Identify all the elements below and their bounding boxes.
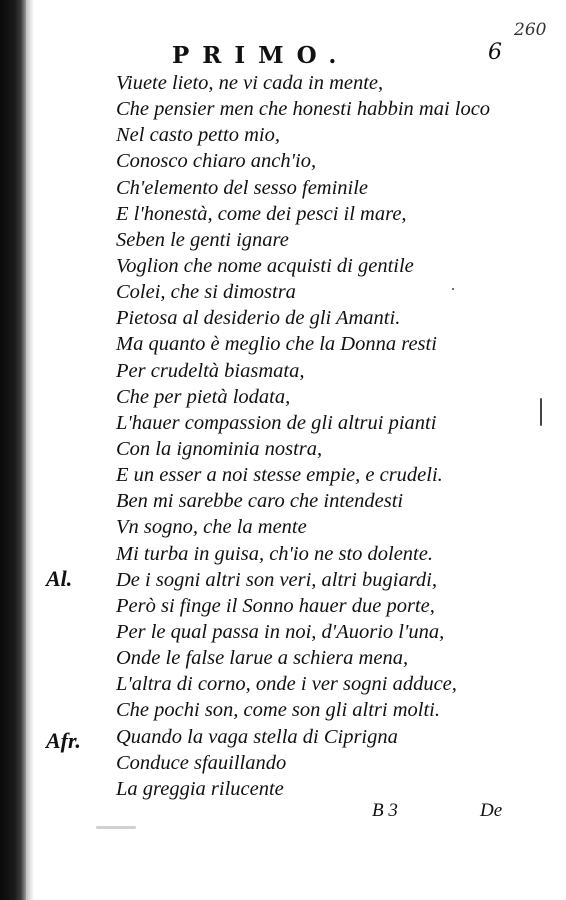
verse-line: Nel casto petto mio, bbox=[116, 124, 280, 147]
handwritten-folio-number: 260 bbox=[514, 20, 547, 40]
verse-line: Per crudeltà biasmata, bbox=[116, 359, 305, 382]
verse-line: L'hauer compassion de gli altrui pianti bbox=[116, 411, 437, 434]
page-number: 6 bbox=[488, 40, 502, 65]
verse-text bbox=[116, 70, 490, 802]
verse-line: Voglion che nome acquisti di gentile bbox=[116, 254, 414, 277]
verse-line: E l'honestà, come dei pesci il mare, bbox=[116, 202, 407, 225]
book-binding-edge bbox=[0, 0, 26, 900]
verse-line: Che pochi son, come son gli altri molti. bbox=[116, 699, 440, 722]
verse-line: Conduce sfauillando bbox=[116, 751, 287, 774]
book-page bbox=[34, 0, 566, 900]
verse-line: Mi turba in guisa, ch'io ne sto dolente. bbox=[116, 542, 433, 565]
catchword: De bbox=[480, 800, 503, 821]
verse-line: Onde le false larue a schiera mena, bbox=[116, 647, 409, 670]
verse-line: Quando la vaga stella di Ciprigna bbox=[116, 725, 398, 748]
verse-line: Viuete lieto, ne vi cada in mente, bbox=[116, 72, 384, 94]
verse-line: Ben mi sarebbe caro che intendesti bbox=[116, 490, 404, 513]
verse-line: De i sogni altri son veri, altri bugiardi, bbox=[116, 568, 437, 591]
verse-line: Che pensier men che honesti habbin mai loco bbox=[116, 98, 491, 121]
verse-line: Seben le genti ignare bbox=[116, 228, 289, 251]
verse-line: Ch'elemento del sesso feminile bbox=[116, 176, 369, 199]
verse-line: Colei, che si dimostra bbox=[116, 281, 296, 304]
gutter-shadow bbox=[26, 0, 34, 900]
verse-line: Con la ignominia nostra, bbox=[116, 437, 323, 460]
running-head: PRIMO. bbox=[172, 42, 350, 69]
ink-speck bbox=[452, 288, 454, 290]
signature-mark: B 3 bbox=[372, 800, 398, 821]
verse-line: Che per pietà lodata, bbox=[116, 385, 291, 408]
verse-line: Per le qual passa in noi, d'Auorio l'una, bbox=[116, 620, 445, 643]
verse-line: Pietosa al desiderio de gli Amanti. bbox=[116, 307, 401, 330]
verse-line: Ma quanto è meglio che la Donna resti bbox=[116, 333, 437, 356]
ink-mark bbox=[540, 398, 542, 426]
verse-line: Però si finge il Sonno hauer due porte, bbox=[116, 594, 435, 617]
verse-line: E un esser a noi stesse empie, e crudeli. bbox=[116, 464, 443, 487]
speaker-label-al: Al. bbox=[46, 566, 73, 591]
verse-line: Vn sogno, che la mente bbox=[116, 516, 307, 539]
verse-line: L'altra di corno, onde i ver sogni adduce, bbox=[116, 673, 457, 696]
speaker-label-afr: Afr. bbox=[46, 728, 81, 753]
faint-smudge bbox=[96, 826, 136, 829]
verse-line: La greggia rilucente bbox=[116, 777, 284, 800]
verse-line: Conosco chiaro anch'io, bbox=[116, 150, 317, 173]
